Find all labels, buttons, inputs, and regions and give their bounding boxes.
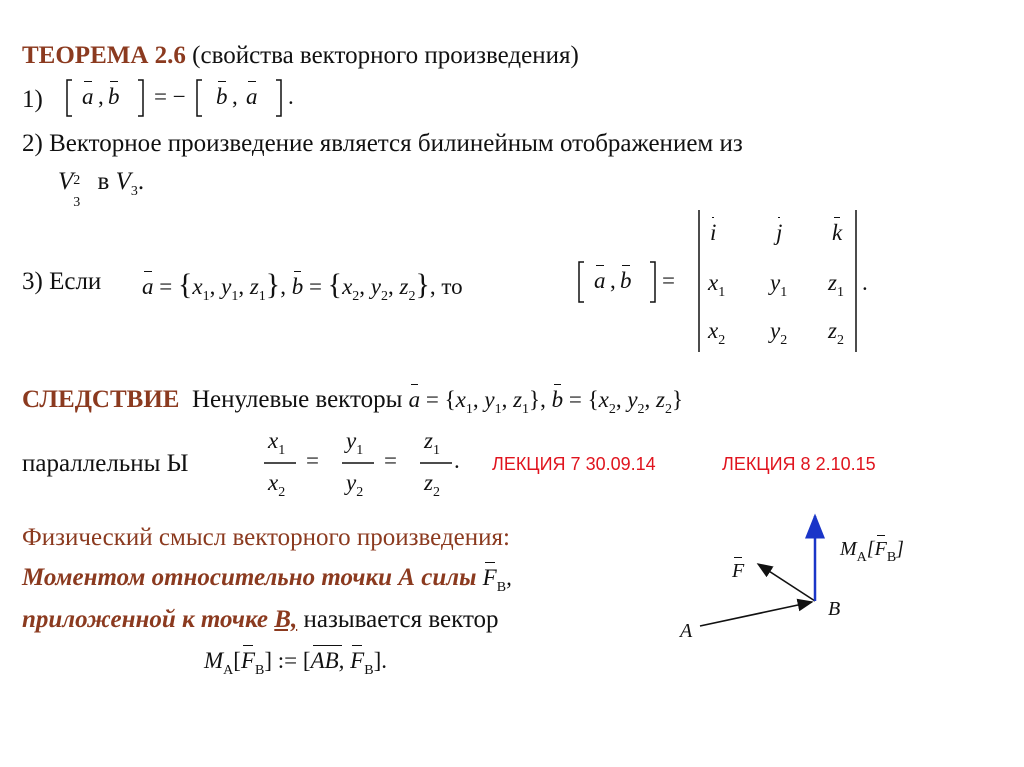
moment-diagram-svg <box>660 506 960 646</box>
item-1-a: a <box>82 84 94 109</box>
item-1-a2: a <box>246 84 258 109</box>
item-1-formula: a , b = − b , a . <box>66 76 306 120</box>
item-2-text: 2) Векторное произведение является билинейным отображением из <box>22 130 743 157</box>
det-i: i <box>710 220 717 245</box>
item-2-V: V <box>58 168 74 195</box>
corollary-parallel: параллельны Ы <box>22 450 189 477</box>
item-3-a: a <box>142 274 154 299</box>
label-force: F <box>732 560 745 582</box>
theorem-title: ТЕОРЕМА 2.6 <box>22 42 186 69</box>
fraction-bars <box>262 426 472 506</box>
item-2-in: в <box>97 168 110 195</box>
physical-line-2: приложенной к точке B, называется вектор <box>22 606 499 633</box>
item-3-b: b <box>291 274 304 299</box>
item-3-x2: x <box>342 274 353 299</box>
item-1-b: b <box>108 84 120 109</box>
det-z1: z <box>828 270 837 295</box>
corollary-title: СЛЕДСТВИЕ <box>22 386 180 413</box>
item-3-cross: a , b = <box>578 258 698 308</box>
item-3-cross-a: a <box>594 268 606 293</box>
label-point-B: B <box>828 598 841 620</box>
physical-heading: Физический смысл векторного произведения: <box>22 524 510 551</box>
det-j: j <box>776 220 783 245</box>
physical-line-1: Моментом относительно точки A силы $F_B$, <box>22 564 512 595</box>
det-z2: z <box>828 318 837 343</box>
label-moment: $M_A[F_B]$ <box>840 538 904 565</box>
item-3-vectors: $a = \{x_1$, $y_1$, $z_1$}, $b = \{x_2$, $y_2$, $z_2$}, то <box>142 268 463 304</box>
moment-formula: $M_A[F_B]$ := [AB, $F_B$]. <box>204 648 387 678</box>
item-3-y1: y <box>221 274 232 299</box>
item-1-b2: b <box>216 84 228 109</box>
moment-diagram <box>660 506 960 646</box>
lecture-7: ЛЕКЦИЯ 7 30.09.14 <box>492 454 656 474</box>
item-2-sub2: 3 <box>130 184 138 199</box>
det-x2: x <box>708 318 719 343</box>
theorem-subtitle: (свойства векторного произведения) <box>192 42 579 69</box>
item-1-end: . <box>288 84 294 109</box>
det-y2: y <box>770 318 781 343</box>
item-1-equals: = − <box>154 84 186 109</box>
item-3-z2: z <box>399 274 409 299</box>
det-x1: x <box>708 270 719 295</box>
item-3-z1: z <box>249 274 259 299</box>
item-3-lead: 3) Если <box>22 268 102 295</box>
label-point-A: A <box>680 620 693 642</box>
physical-F: F <box>482 565 497 590</box>
corollary-line: СЛЕДСТВИЕ Ненулевые векторы $a = \{x_1$, $y_1$, $z_1$}, $b = \{x_2$, $y_2$, $z_2$} <box>22 386 684 417</box>
force-vector <box>758 564 815 601</box>
det-y1: y <box>770 270 781 295</box>
item-2-sub: 3 <box>73 195 81 210</box>
item-3-x1: x <box>192 274 203 299</box>
item-3-y2: y <box>370 274 382 299</box>
item-2-sup: 2 <box>73 173 81 188</box>
item-3-to: , то <box>429 274 463 299</box>
vector-AB <box>700 602 812 626</box>
item-2-end: . <box>137 168 145 195</box>
det-k: k <box>832 220 843 245</box>
item-2-line2 <box>58 168 145 210</box>
det-end: . <box>862 270 868 295</box>
item-3-cross-b: b <box>620 268 632 293</box>
ratio-formula: $x_1$ $x_2$ = $y_1$ $y_2$ = $z_1$ $z_2$ . <box>262 426 472 506</box>
item-2-V2: V <box>115 168 131 195</box>
lecture-8: ЛЕКЦИЯ 8 2.10.15 <box>722 454 876 474</box>
item-1-number: 1) <box>22 86 43 113</box>
corollary-text: Ненулевые векторы <box>191 386 403 413</box>
theorem-heading <box>22 42 579 70</box>
determinant: i j k $x_1$ $y_1$ $z_1$ $x_2$ $y_2$ $z_2$ . <box>696 206 886 356</box>
